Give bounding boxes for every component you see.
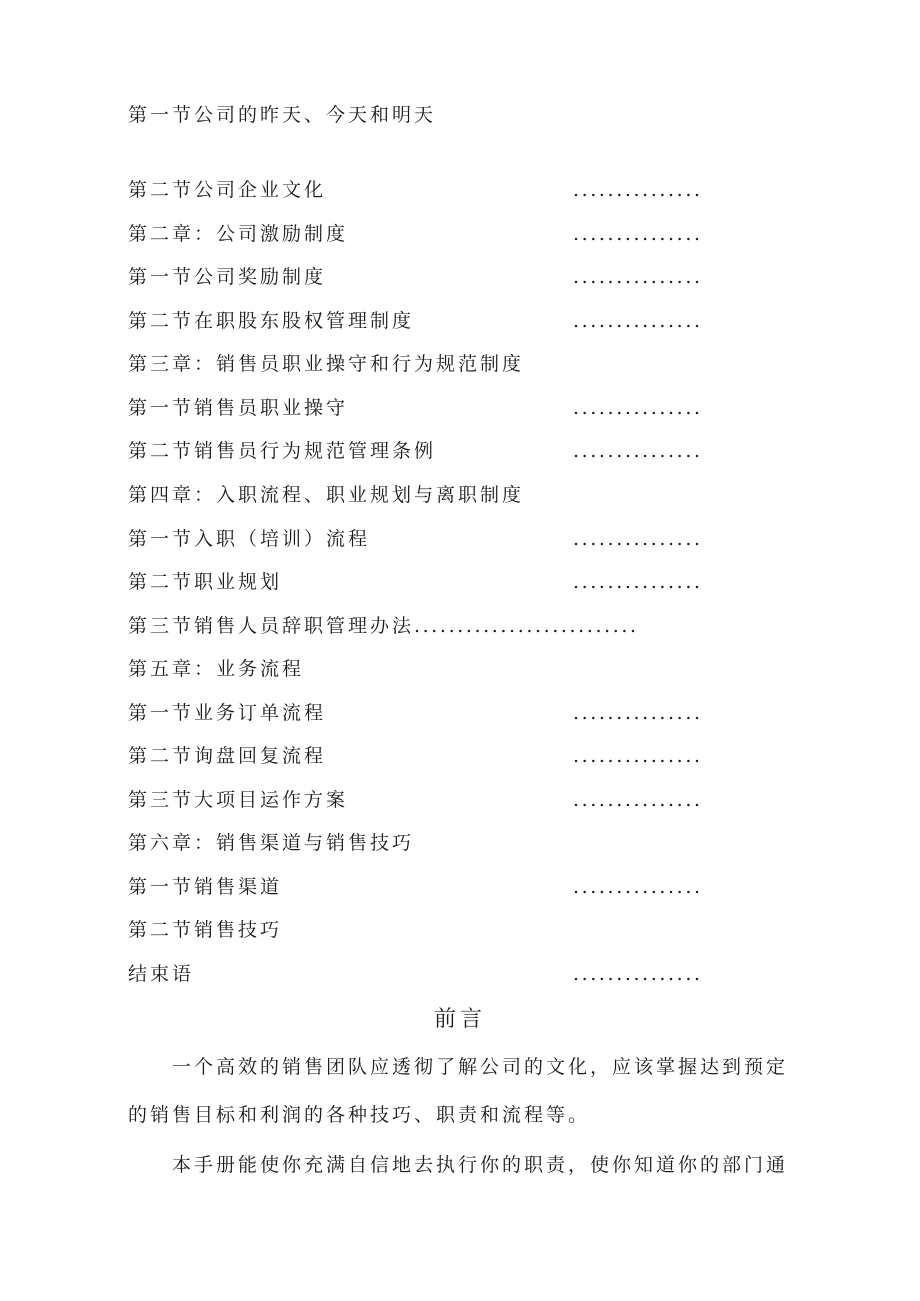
preface-paragraph-line: 一个高效的销售团队应透彻了解公司的文化，应该掌握达到预定 [172, 1056, 789, 1078]
toc-entry-title: 第二章：公司激励制度 [128, 223, 349, 245]
toc-entry-title: 第二节销售员行为规范管理条例 [128, 440, 437, 462]
toc-entry [128, 700, 326, 726]
toc-entry-title: 第二节公司企业文化 [128, 179, 327, 201]
toc-entry [128, 526, 370, 552]
toc-entry-title: 第三节销售人员辞职管理办法 [128, 615, 415, 637]
toc-leader-dots: ............... [573, 789, 703, 811]
toc-entry-title: 第一节销售员职业操守 [128, 397, 349, 419]
toc-entry-title: 第三节大项目运作方案 [128, 789, 349, 811]
toc-entry-title: 第六章：销售渠道与销售技巧 [128, 832, 415, 854]
toc-leader-dots: ............... [573, 745, 703, 767]
toc-leader-dots: ............... [573, 223, 703, 245]
toc-entry [128, 830, 414, 856]
toc-leader-dots: .......................... [414, 615, 639, 637]
toc-entry [128, 656, 304, 682]
toc-leader-dots: ............... [573, 440, 703, 462]
toc-entry-title: 第一节公司奖励制度 [128, 266, 327, 288]
toc-entry [128, 569, 282, 595]
toc-entry-title: 第一节销售渠道 [128, 876, 283, 898]
toc-entry [128, 482, 524, 508]
toc-entry-title: 第二节询盘回复流程 [128, 745, 327, 767]
toc-entry-title: 第四章：入职流程、职业规划与离职制度 [128, 484, 525, 506]
toc-leader-dots: ............... [573, 528, 703, 550]
toc-leader-dots: ............... [573, 876, 703, 898]
toc-entry [128, 917, 282, 943]
toc-entry [128, 961, 194, 987]
toc-entry [128, 613, 639, 639]
toc-entry-title: 第二节在职股东股权管理制度 [128, 310, 415, 332]
toc-entry [128, 743, 326, 769]
toc-entry [128, 221, 348, 247]
toc-entry [128, 308, 414, 334]
toc-leader-dots: ............... [573, 310, 703, 332]
toc-leader-dots: ............... [573, 266, 703, 288]
toc-entry [128, 177, 326, 203]
toc-leader-dots: ............... [573, 571, 703, 593]
toc-leader-dots: ............... [573, 397, 703, 419]
toc-leader-dots: ............... [573, 179, 703, 201]
preface-paragraph-line: 本手册能使你充满自信地去执行你的职责，使你知道你的部门通 [172, 1154, 789, 1176]
toc-entry [128, 264, 326, 290]
toc-entry [128, 787, 348, 813]
toc-entry-title: 第一节公司的昨天、今天和明天 [128, 104, 437, 126]
toc-entry [128, 351, 524, 377]
toc-entry [128, 102, 436, 128]
toc-leader-dots: ............... [573, 963, 703, 985]
toc-entry-title: 第一节业务订单流程 [128, 702, 327, 724]
toc-entry-title: 第二节职业规划 [128, 571, 283, 593]
toc-entry-title: 第三章：销售员职业操守和行为规范制度 [128, 353, 525, 375]
toc-entry-title: 第二节销售技巧 [128, 919, 283, 941]
preface-paragraph-line: 的销售目标和利润的各种技巧、职责和流程等。 [128, 1104, 591, 1126]
toc-entry [128, 395, 348, 421]
toc-entry-title: 第五章：业务流程 [128, 658, 305, 680]
toc-leader-dots: ............... [573, 702, 703, 724]
preface-title: 前言 [433, 1007, 486, 1032]
toc-entry-title: 结束语 [128, 963, 195, 985]
toc-entry [128, 874, 282, 900]
toc-entry [128, 438, 436, 464]
toc-entry-title: 第一节入职（培训）流程 [128, 528, 371, 550]
